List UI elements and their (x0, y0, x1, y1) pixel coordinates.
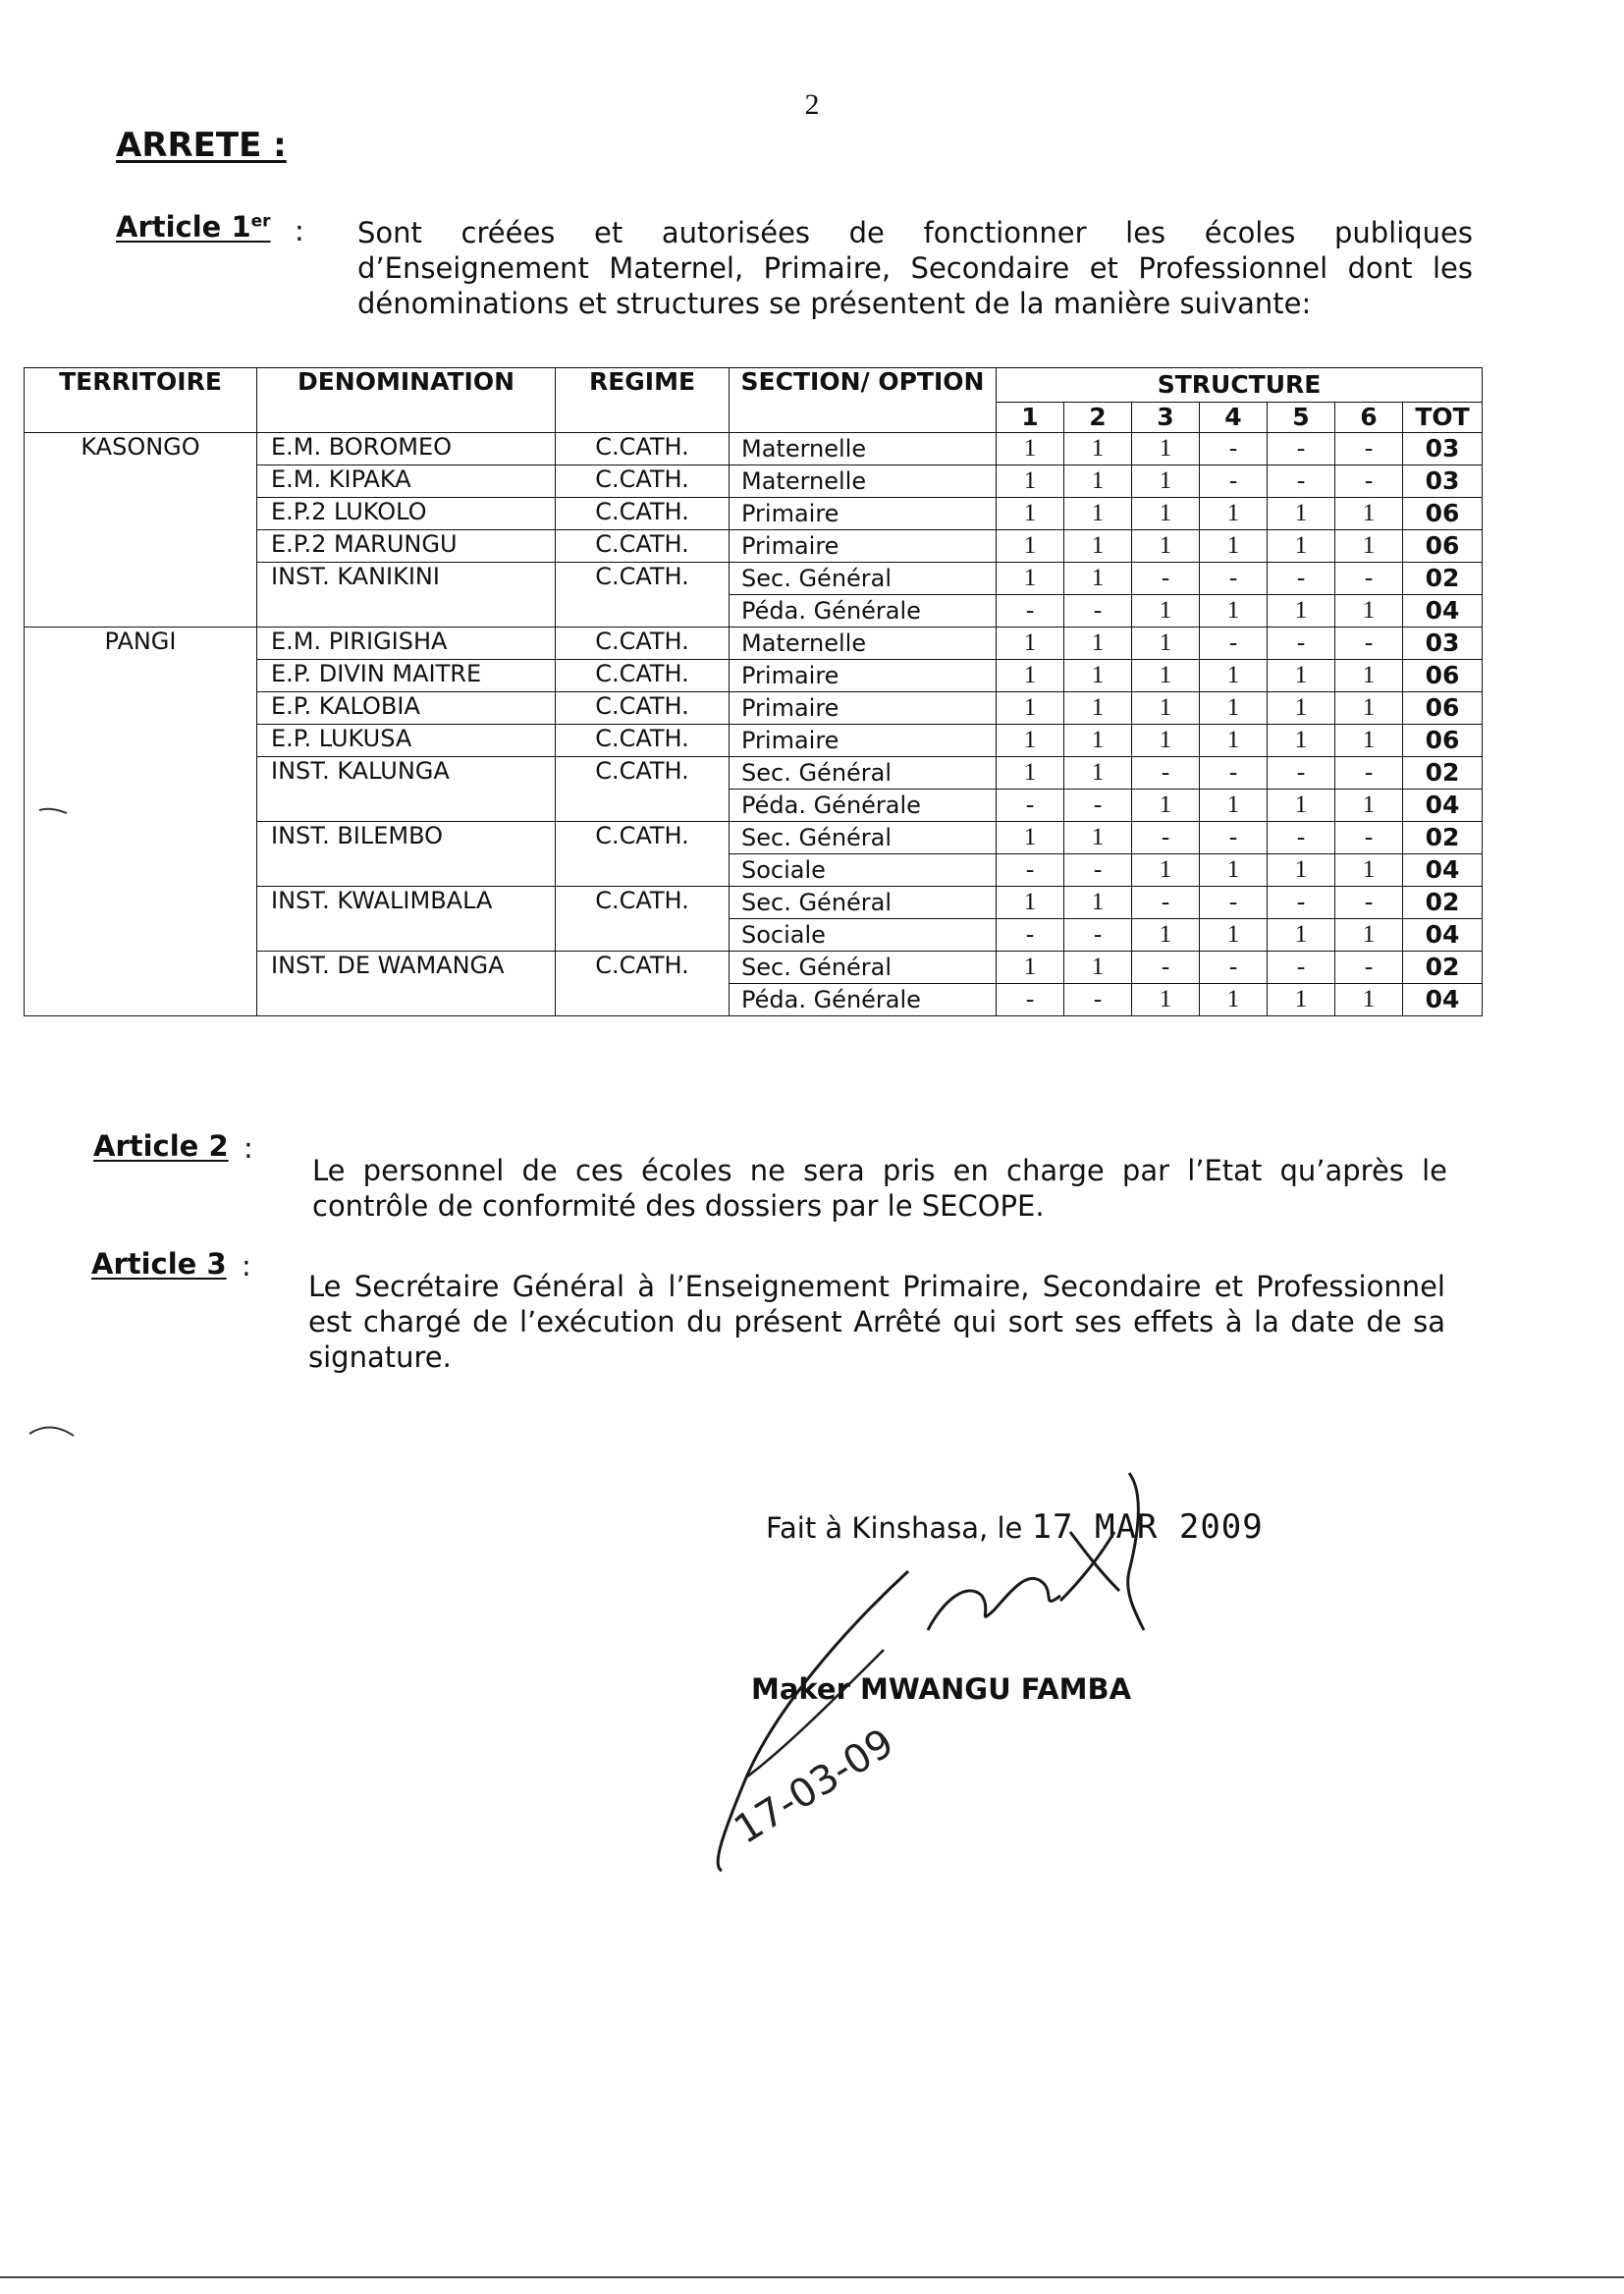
cell-denomination: E.P. KALOBIA (257, 692, 556, 725)
cell-year-1: 1 (997, 660, 1064, 692)
cell-year-3: 1 (1132, 854, 1200, 887)
cell-year-6: 1 (1335, 984, 1403, 1016)
cell-year-2: 1 (1064, 563, 1132, 595)
cell-regime: C.CATH. (556, 628, 730, 660)
cell-section: Péda. Générale (730, 595, 997, 628)
cell-regime: C.CATH. (556, 530, 730, 563)
cell-year-4: 1 (1200, 919, 1268, 952)
cell-year-6: - (1335, 563, 1403, 595)
cell-tot: 04 (1403, 790, 1483, 822)
cell-year-2: - (1064, 919, 1132, 952)
cell-tot: 06 (1403, 692, 1483, 725)
cell-denomination: E.M. BOROMEO (257, 433, 556, 465)
cell-year-2: 1 (1064, 628, 1132, 660)
header-section-option: SECTION/ OPTION (730, 368, 997, 433)
cell-year-2: 1 (1064, 465, 1132, 498)
cell-year-4: - (1200, 757, 1268, 790)
cell-year-3: 1 (1132, 595, 1200, 628)
cell-year-1: 1 (997, 725, 1064, 757)
cell-year-2: - (1064, 984, 1132, 1016)
cell-year-6: 1 (1335, 530, 1403, 563)
cell-year-3: - (1132, 887, 1200, 919)
cell-year-5: 1 (1268, 790, 1335, 822)
cell-year-3: 1 (1132, 790, 1200, 822)
cell-year-1: 1 (997, 822, 1064, 854)
cell-year-4: 1 (1200, 498, 1268, 530)
cell-year-5: 1 (1268, 854, 1335, 887)
table-body (25, 433, 1483, 1016)
cell-year-5: - (1268, 822, 1335, 854)
cell-year-2: 1 (1064, 530, 1132, 563)
header-year-3: 3 (1132, 403, 1200, 433)
article-1-text: Sont créées et autorisées de fonctionner les écoles publiques d’Enseignement Maternel, Primaire, Secondaire et Professionnel dont les dénominations et structures se présentent de la manière suivante: (357, 216, 1473, 320)
cell-year-2: 1 (1064, 660, 1132, 692)
cell-denomination: INST. KWALIMBALA (257, 887, 556, 952)
page-number: 2 (804, 88, 820, 121)
cell-year-4: 1 (1200, 725, 1268, 757)
cell-section: Sec. Général (730, 563, 997, 595)
cell-tot: 02 (1403, 952, 1483, 984)
article-2-text: Le personnel de ces écoles ne sera pris en charge par l’Etat qu’après le contrôle de conformité des dossiers par le SECOPE. (312, 1154, 1447, 1223)
cell-section: Sociale (730, 854, 997, 887)
cell-tot: 02 (1403, 822, 1483, 854)
cell-denomination: INST. KALUNGA (257, 757, 556, 822)
cell-year-6: 1 (1335, 660, 1403, 692)
article-2-label: Article 2 (93, 1129, 229, 1163)
cell-year-2: 1 (1064, 692, 1132, 725)
cell-year-6: 1 (1335, 692, 1403, 725)
cell-year-5: 1 (1268, 984, 1335, 1016)
header-structure: STRUCTURE (997, 368, 1483, 403)
cell-year-2: - (1064, 854, 1132, 887)
cell-tot: 03 (1403, 628, 1483, 660)
header-year-2: 2 (1064, 403, 1132, 433)
header-year-5: 5 (1268, 403, 1335, 433)
cell-regime: C.CATH. (556, 822, 730, 887)
cell-year-6: 1 (1335, 725, 1403, 757)
cell-year-4: 1 (1200, 984, 1268, 1016)
cell-year-5: 1 (1268, 530, 1335, 563)
cell-year-3: 1 (1132, 725, 1200, 757)
cell-denomination: E.P. LUKUSA (257, 725, 556, 757)
cell-year-5: 1 (1268, 660, 1335, 692)
cell-year-3: 1 (1132, 530, 1200, 563)
cell-year-1: 1 (997, 530, 1064, 563)
article-3-colon: : (242, 1249, 251, 1283)
cell-year-1: - (997, 854, 1064, 887)
cell-year-1: 1 (997, 628, 1064, 660)
cell-year-3: 1 (1132, 628, 1200, 660)
article-1-label-text: Article 1 (116, 210, 251, 244)
cell-year-6: 1 (1335, 498, 1403, 530)
cell-year-6: - (1335, 628, 1403, 660)
cell-year-5: - (1268, 887, 1335, 919)
schools-table (24, 367, 1483, 1016)
cell-section: Maternelle (730, 628, 997, 660)
cell-year-6: - (1335, 757, 1403, 790)
cell-year-4: 1 (1200, 854, 1268, 887)
cell-year-5: 1 (1268, 595, 1335, 628)
cell-section: Sec. Général (730, 887, 997, 919)
cell-tot: 06 (1403, 660, 1483, 692)
cell-section: Sec. Général (730, 822, 997, 854)
cell-regime: C.CATH. (556, 725, 730, 757)
cell-year-5: 1 (1268, 725, 1335, 757)
cell-year-6: - (1335, 433, 1403, 465)
cell-year-1: 1 (997, 692, 1064, 725)
cell-year-1: 1 (997, 465, 1064, 498)
cell-year-6: 1 (1335, 595, 1403, 628)
cell-tot: 06 (1403, 725, 1483, 757)
cell-year-2: 1 (1064, 725, 1132, 757)
cell-year-3: - (1132, 563, 1200, 595)
cell-section: Péda. Générale (730, 984, 997, 1016)
cell-year-4: - (1200, 563, 1268, 595)
table-row (25, 433, 1483, 465)
cell-year-4: 1 (1200, 530, 1268, 563)
cell-regime: C.CATH. (556, 887, 730, 952)
cell-year-1: 1 (997, 498, 1064, 530)
place-date-prefix: Fait à Kinshasa, le (766, 1511, 1023, 1545)
cell-year-3: - (1132, 822, 1200, 854)
cell-year-6: - (1335, 465, 1403, 498)
cell-tot: 02 (1403, 757, 1483, 790)
cell-year-3: - (1132, 952, 1200, 984)
cell-year-1: 1 (997, 887, 1064, 919)
cell-tot: 06 (1403, 498, 1483, 530)
table-row (25, 628, 1483, 660)
cell-regime: C.CATH. (556, 660, 730, 692)
cell-year-1: 1 (997, 757, 1064, 790)
cell-year-3: 1 (1132, 465, 1200, 498)
cell-year-5: - (1268, 563, 1335, 595)
cell-year-3: 1 (1132, 919, 1200, 952)
cell-denomination: E.P.2 LUKOLO (257, 498, 556, 530)
table-header-row (25, 368, 1483, 403)
cell-year-4: 1 (1200, 790, 1268, 822)
cell-year-5: - (1268, 465, 1335, 498)
header-denomination: DENOMINATION (257, 368, 556, 433)
cell-year-1: 1 (997, 433, 1064, 465)
cell-year-2: - (1064, 595, 1132, 628)
cell-territoire: PANGI (25, 628, 257, 1016)
cell-year-2: 1 (1064, 498, 1132, 530)
cell-regime: C.CATH. (556, 498, 730, 530)
cell-year-1: 1 (997, 563, 1064, 595)
cell-year-5: 1 (1268, 498, 1335, 530)
cell-year-5: - (1268, 433, 1335, 465)
cell-year-3: 1 (1132, 984, 1200, 1016)
cell-denomination: E.P.2 MARUNGU (257, 530, 556, 563)
cell-year-4: 1 (1200, 692, 1268, 725)
cell-tot: 04 (1403, 984, 1483, 1016)
cell-regime: C.CATH. (556, 757, 730, 822)
cell-denomination: INST. BILEMBO (257, 822, 556, 887)
cell-year-1: - (997, 790, 1064, 822)
cell-year-6: 1 (1335, 919, 1403, 952)
cell-regime: C.CATH. (556, 563, 730, 628)
cell-year-2: 1 (1064, 887, 1132, 919)
cell-year-6: - (1335, 952, 1403, 984)
article-3-label: Article 3 (91, 1247, 227, 1281)
cell-denomination: E.M. KIPAKA (257, 465, 556, 498)
cell-year-4: - (1200, 822, 1268, 854)
cell-tot: 03 (1403, 433, 1483, 465)
article-2-colon: : (244, 1131, 253, 1165)
cell-denomination: INST. KANIKINI (257, 563, 556, 628)
article-1-colon: : (295, 214, 304, 247)
cell-regime: C.CATH. (556, 692, 730, 725)
cell-tot: 03 (1403, 465, 1483, 498)
cell-year-3: 1 (1132, 498, 1200, 530)
handwritten-date: 17-03-09 (727, 1720, 902, 1854)
cell-regime: C.CATH. (556, 465, 730, 498)
cell-section: Sociale (730, 919, 997, 952)
cell-section: Péda. Générale (730, 790, 997, 822)
cell-tot: 04 (1403, 854, 1483, 887)
article-3-text: Le Secrétaire Général à l’Enseignement Primaire, Secondaire et Professionnel est chargé de l’exécution du présent Arrêté qui sort ses effets à la date de sa signature. (308, 1270, 1445, 1374)
cell-year-6: 1 (1335, 790, 1403, 822)
decree-heading: ARRETE : (116, 126, 287, 165)
cell-regime: C.CATH. (556, 952, 730, 1016)
cell-year-4: 1 (1200, 660, 1268, 692)
cell-regime: C.CATH. (556, 433, 730, 465)
header-tot: TOT (1403, 403, 1483, 433)
cell-year-1: 1 (997, 952, 1064, 984)
cell-section: Sec. Général (730, 757, 997, 790)
stamped-date: 17 MAR 2009 (1031, 1507, 1264, 1547)
cell-year-6: 1 (1335, 854, 1403, 887)
cell-section: Maternelle (730, 433, 997, 465)
cell-section: Maternelle (730, 465, 997, 498)
cell-section: Primaire (730, 498, 997, 530)
header-year-4: 4 (1200, 403, 1268, 433)
cell-year-5: 1 (1268, 919, 1335, 952)
bottom-rule (0, 2276, 1624, 2278)
cell-section: Primaire (730, 692, 997, 725)
cell-section: Sec. Général (730, 952, 997, 984)
cell-year-1: - (997, 595, 1064, 628)
cell-tot: 02 (1403, 563, 1483, 595)
place-date (766, 1507, 1264, 1547)
cell-year-2: 1 (1064, 757, 1132, 790)
cell-tot: 04 (1403, 919, 1483, 952)
cell-denomination: E.P. DIVIN MAITRE (257, 660, 556, 692)
cell-year-5: - (1268, 757, 1335, 790)
header-year-1: 1 (997, 403, 1064, 433)
cell-section: Primaire (730, 725, 997, 757)
header-year-6: 6 (1335, 403, 1403, 433)
cell-year-2: 1 (1064, 433, 1132, 465)
cell-year-2: 1 (1064, 822, 1132, 854)
cell-year-2: - (1064, 790, 1132, 822)
cell-denomination: INST. DE WAMANGA (257, 952, 556, 1016)
article-1-label-sup: er (250, 211, 271, 232)
cell-year-3: - (1132, 757, 1200, 790)
cell-year-2: 1 (1064, 952, 1132, 984)
cell-territoire: KASONGO (25, 433, 257, 628)
cell-year-4: - (1200, 952, 1268, 984)
cell-year-1: - (997, 919, 1064, 952)
cell-year-6: - (1335, 887, 1403, 919)
header-regime: REGIME (556, 368, 730, 433)
cell-year-3: 1 (1132, 433, 1200, 465)
header-territoire: TERRITOIRE (25, 368, 257, 433)
cell-section: Primaire (730, 660, 997, 692)
cell-year-4: - (1200, 628, 1268, 660)
cell-year-3: 1 (1132, 660, 1200, 692)
cell-year-4: - (1200, 887, 1268, 919)
cell-tot: 06 (1403, 530, 1483, 563)
signatory-name: Maker MWANGU FAMBA (751, 1672, 1132, 1706)
cell-tot: 02 (1403, 887, 1483, 919)
cell-section: Primaire (730, 530, 997, 563)
cell-year-4: 1 (1200, 595, 1268, 628)
cell-year-3: 1 (1132, 692, 1200, 725)
cell-tot: 04 (1403, 595, 1483, 628)
cell-year-5: - (1268, 952, 1335, 984)
cell-year-5: 1 (1268, 692, 1335, 725)
cell-year-4: - (1200, 433, 1268, 465)
cell-year-5: - (1268, 628, 1335, 660)
cell-year-6: - (1335, 822, 1403, 854)
cell-year-4: - (1200, 465, 1268, 498)
article-1-label (116, 210, 271, 244)
cell-denomination: E.M. PIRIGISHA (257, 628, 556, 660)
cell-year-1: - (997, 984, 1064, 1016)
